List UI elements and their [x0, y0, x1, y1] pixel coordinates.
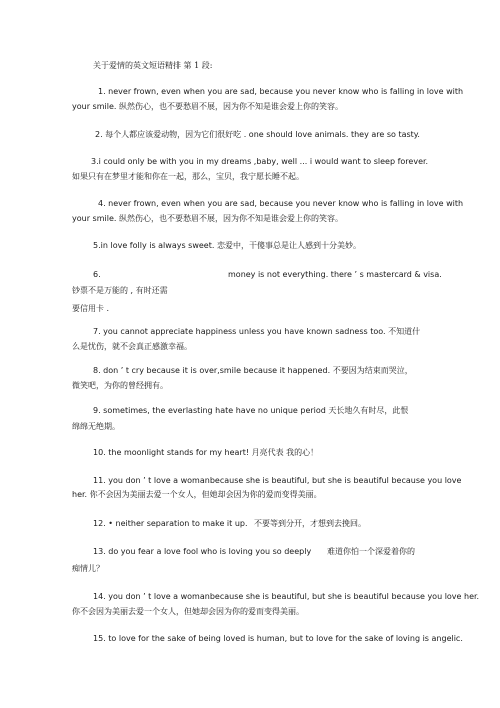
item-12-chinese: 不要等到分开，才想到去挽回。 — [254, 519, 366, 528]
item-1-line-2: your smile. 纵然伤心，也不要愁眉不展，因为你不知是谁会爱上你的笑容。 — [72, 102, 343, 111]
document-title: 关于爱情的英文短语精排 第 1 段: — [93, 61, 213, 70]
item-1-line-1: 1. never frown, even when you are sad, because you never know who is falling in love with — [98, 87, 464, 96]
item-3-line-1: 3.i could only be with you in my dreams ,baby, well ... i would want to sleep forever. — [91, 157, 429, 166]
item-11-line-2: her. 你不会因为美丽去爱一个女人，但她却会因为你的爱而变得美丽。 — [72, 490, 322, 499]
item-4-line-1: 4. never frown, even when you are sad, because you never know who is falling in love with — [98, 199, 464, 208]
item-14-line-2: 你不会因为美丽去爱一个女人，但她却会因为你的爱而变得美丽。 — [72, 607, 304, 616]
item-11-line-1: 11. you don ’ t love a womanbecause she is beautiful, but she is beautiful because you love — [93, 476, 462, 485]
item-12-line-1: 12. • neither separation to make it up. — [93, 519, 248, 528]
item-14-line-1: 14. you don ’ t love a womanbecause she is beautiful, but she is beautiful because you love her. — [93, 592, 480, 601]
item-13-chinese: 难道你怕一个深爱着你的 — [327, 547, 415, 556]
item-15-line-1: 15. to love for the sake of being loved is human, but to love for the sake of loving is angelic. — [93, 634, 463, 643]
item-9-line-2: 绵绵无绝期。 — [72, 422, 120, 431]
item-7-line-1: 7. you cannot appreciate happiness unless you have known sadness too. 不知道什 — [93, 327, 421, 336]
item-6-line-2: 钞票不是万能的 , 有时还需 — [72, 286, 168, 295]
item-6-number: 6. — [93, 270, 101, 279]
item-6-english: money is not everything. there ’ s mastercard & visa. — [228, 270, 442, 279]
item-9-line-1: 9. sometimes, the everlasting hate have no unique period 天长地久有时尽，此恨 — [93, 406, 409, 415]
item-13-line-2: 痴情儿？ — [72, 564, 104, 573]
item-5-line-1: 5.in love folly is always sweet. 恋爱中，干傻事总是让人感到十分美妙。 — [93, 241, 361, 250]
item-10-line-1: 10. the moonlight stands for my heart! 月亮代表 我的心！ — [93, 448, 319, 457]
item-6-line-3: 要信用卡 . — [72, 304, 110, 313]
item-8-line-2: 微笑吧，为你的曾经拥有。 — [72, 381, 168, 390]
item-4-line-2: your smile. 纵然伤心，也不要愁眉不展，因为你不知是谁会爱上你的笑容。 — [72, 214, 343, 223]
item-7-line-2: 么是忧伤，就不会真正感激幸福。 — [72, 342, 192, 351]
item-2-line-1: 2. 每个人都应该爱动物，因为它们很好吃 . one should love animals. they are so tasty. — [95, 130, 420, 139]
item-13-line-1: 13. do you fear a love fool who is loving you so deeply — [93, 547, 312, 556]
item-8-line-1: 8. don ’ t cry because it is over,smile because it happened. 不要因为结束而哭泣， — [93, 366, 413, 375]
item-3-line-2: 如果只有在梦里才能和你在一起，那么，宝贝，我宁愿长睡不起。 — [72, 172, 304, 181]
